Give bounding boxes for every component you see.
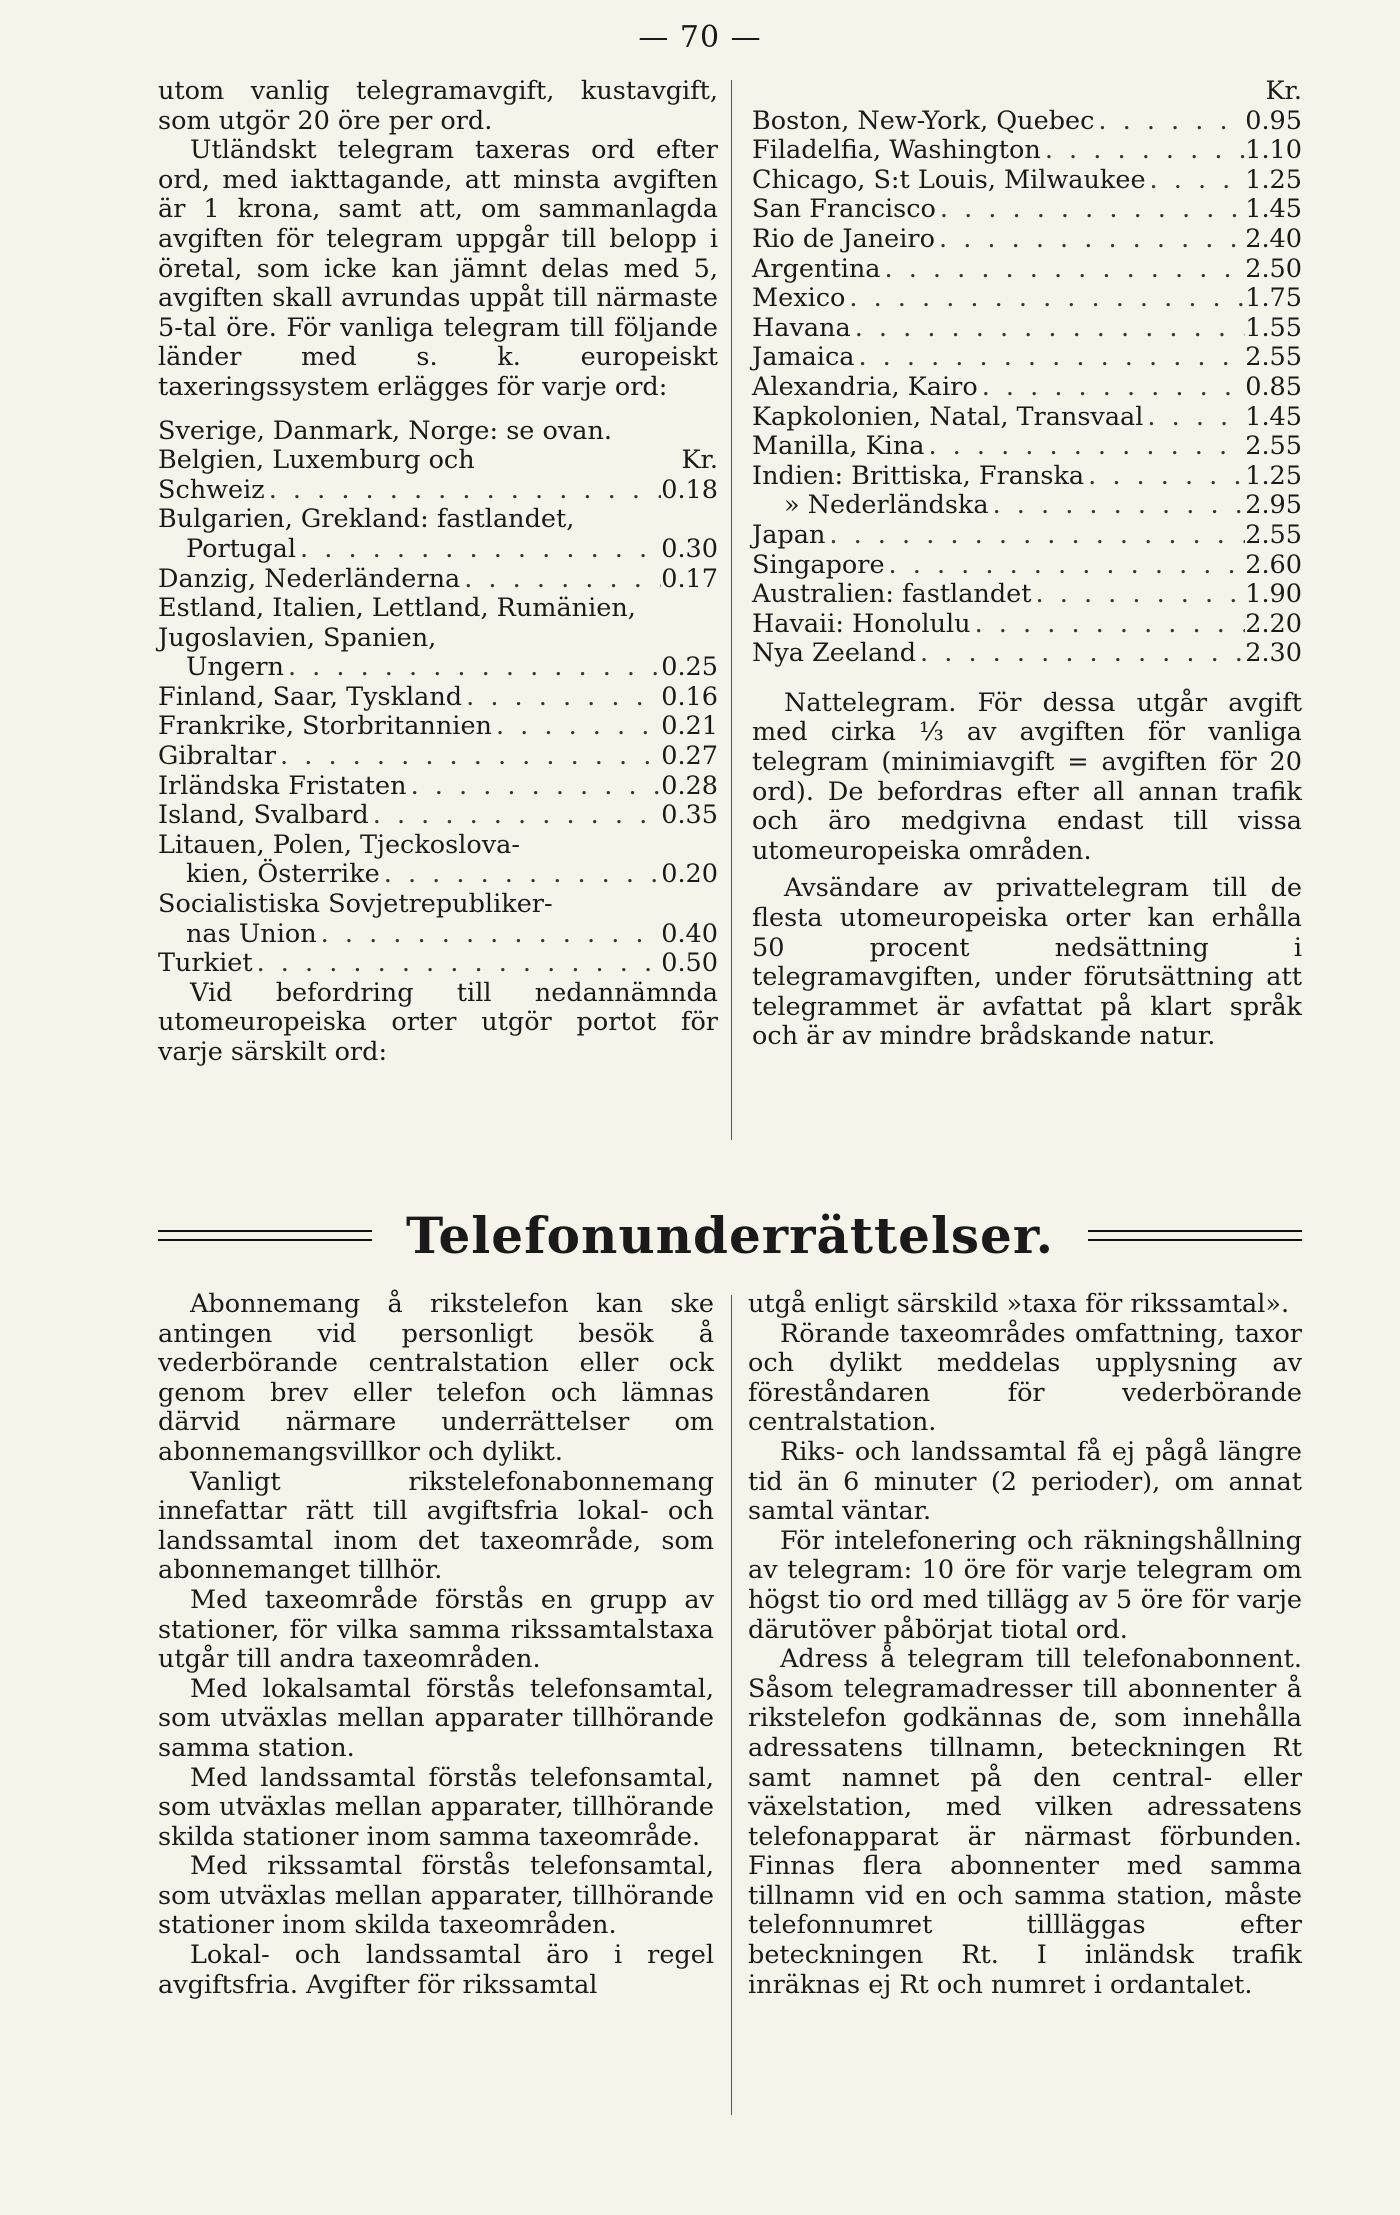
- rate-row: [752, 373, 1302, 403]
- leader-dots: [1084, 462, 1245, 492]
- rate-row: [752, 462, 1302, 492]
- europe-rate-list: [158, 476, 718, 979]
- leader-dots: [276, 742, 661, 772]
- rate-country: Argentina: [752, 253, 881, 284]
- leader-dots: [978, 373, 1246, 403]
- rate-row: [752, 136, 1302, 166]
- telefon-paragraph: För intelefonering och räkningshållning av telegram: 10 öre för varje telegram om högst tio ord med tillägg av 5 öre för varje därutöver påbörjat tiotal ord.: [748, 1525, 1302, 1645]
- rate-value: 0.85: [1245, 371, 1302, 402]
- rate-country: Havana: [752, 312, 851, 343]
- leader-dots: [885, 551, 1246, 581]
- rate-value: 2.60: [1245, 549, 1302, 580]
- rate-row: [752, 225, 1302, 255]
- rate-country: Jamaica: [752, 342, 855, 373]
- rate-country: Turkiet: [158, 948, 253, 979]
- rate-prefix-line: Estland, Italien, Lettland, Rumänien, Jugoslavien, Spanien,: [158, 593, 636, 653]
- rate-prefix-line: Bulgarien, Grekland: fastlandet,: [158, 504, 575, 535]
- rate-row: [158, 535, 718, 565]
- rate-value: 2.50: [1245, 253, 1302, 284]
- leader-dots: [460, 565, 661, 595]
- heading-rule-right: [1088, 1230, 1302, 1241]
- rate-value: 1.75: [1245, 283, 1302, 314]
- leader-dots: [989, 491, 1246, 521]
- section-heading: Telefonunderrättelser.: [406, 1205, 1054, 1265]
- rate-row: [752, 610, 1302, 640]
- rate-country: Kapkolonien, Natal, Transvaal: [752, 401, 1144, 432]
- telefon-paragraph: Med taxeområde förstås en grupp av stationer, för vilka samma rikssamtalstaxa utgår till andra taxeområden.: [158, 1584, 714, 1675]
- rate-country: Rio de Janeiro: [752, 223, 935, 254]
- overseas-rate-list: [752, 107, 1302, 669]
- kr-label: Kr.: [681, 445, 718, 476]
- leader-dots: [936, 195, 1245, 225]
- rate-value: 1.10: [1245, 135, 1302, 166]
- rate-country: » Nederländska: [784, 490, 989, 521]
- rate-prefix-line: Socialistiska Sovjetrepubliker-: [158, 889, 553, 920]
- leader-dots: [851, 314, 1246, 344]
- leader-dots: [492, 712, 661, 742]
- rate-row: [752, 580, 1302, 610]
- rate-row: [752, 521, 1302, 551]
- column-divider-top: [731, 80, 732, 1140]
- rate-row: [158, 653, 718, 683]
- rate-value: 1.45: [1245, 401, 1302, 432]
- rate-row: [752, 166, 1302, 196]
- rate-row: [752, 639, 1302, 669]
- rate-value: 2.55: [1245, 431, 1302, 462]
- rate-value: 0.17: [661, 563, 718, 594]
- intro-paragraph: utom vanlig telegramavgift, kustavgift, som utgör 20 öre per ord.: [158, 76, 718, 136]
- section-heading-band: [158, 1205, 1302, 1265]
- telefon-paragraph: Vanligt rikstelefonabonnemang innefattar rätt till avgiftsfria lokal- och landssamtal inom det taxeområde, som abonnemanget tillhör.: [158, 1466, 714, 1586]
- telefon-paragraph: Adress å telegram till telefonabonnent. Såsom telegramadresser till abonnenter å rikstelefon godkännas de, som innehålla adressatens tillnamn, beteckningen Rt samt namnet på den central- eller växelstation, med vilken adressatens telefonapparat är närmast förbunden. Finnas flera abonnenter med samma tillnamn vid en och samma station, måste telefonnumret tillläggas efter beteckningen Rt. I inländsk trafik inräknas ej Rt och numret i ordantalet.: [748, 1644, 1302, 2000]
- page-number: — 70 —: [638, 20, 762, 55]
- rate-country: Gibraltar: [158, 741, 277, 772]
- rate-country: Chicago, S:t Louis, Milwaukee: [752, 164, 1146, 195]
- telegram-rates-europe-column: [158, 77, 718, 1068]
- rate-value: 0.21: [661, 711, 718, 742]
- rate-row: [158, 683, 718, 713]
- rate-value: 2.20: [1245, 608, 1302, 639]
- telefon-paragraph: Riks- och landssamtal få ej pågå längre tid än 6 minuter (2 perioder), om annat samtal väntar.: [748, 1436, 1302, 1527]
- rate-row: [158, 476, 718, 506]
- rate-row: [158, 920, 718, 950]
- telefon-paragraph: Med rikssamtal förstås telefonsamtal, som utväxlas mellan apparater, tillhörande stationer inom skilda taxeområden.: [158, 1851, 714, 1941]
- leader-dots: [971, 610, 1246, 640]
- rate-value: 0.28: [661, 770, 718, 801]
- rate-prefix-line: Litauen, Polen, Tjeckoslova-: [158, 829, 520, 860]
- rate-value: 2.55: [1245, 519, 1302, 550]
- rate-row: [752, 403, 1302, 433]
- rate-value: 0.20: [661, 859, 718, 890]
- rate-country: kien, Österrike: [186, 859, 380, 890]
- rate-country: Australien: fastlandet: [752, 579, 1032, 610]
- rate-country: Island, Svalbard: [158, 800, 369, 831]
- telefon-column-left: [158, 1290, 714, 2000]
- rate-country: Singapore: [752, 549, 885, 580]
- rate-value: 0.27: [661, 741, 718, 772]
- rate-row: [752, 195, 1302, 225]
- rate-value: 2.30: [1245, 638, 1302, 669]
- telefon-paragraph: Rörande taxeområdes omfattning, taxor och dylikt meddelas upplysning av föreståndaren för vederbörande centralstation.: [748, 1318, 1302, 1438]
- rate-country: Manilla, Kina: [752, 431, 925, 462]
- rate-value: 2.40: [1245, 223, 1302, 254]
- rate-row: [752, 255, 1302, 285]
- rate-value: 0.30: [661, 533, 718, 564]
- rate-country: Alexandria, Kairo: [752, 371, 978, 402]
- rate-country: Irländska Fristaten: [158, 770, 407, 801]
- rate-value: 2.95: [1245, 490, 1302, 521]
- rate-row: [752, 314, 1302, 344]
- leader-dots: [935, 225, 1245, 255]
- rate-row: [158, 801, 718, 831]
- leader-dots: [369, 801, 661, 831]
- leader-dots: [1041, 136, 1245, 166]
- rate-row: [752, 343, 1302, 373]
- leader-dots: [825, 521, 1245, 551]
- rate-country: Indien: Brittiska, Franska: [752, 460, 1085, 491]
- rate-value: 0.25: [661, 652, 718, 683]
- leader-dots: [1146, 166, 1246, 196]
- rate-country: nas Union: [186, 918, 317, 949]
- rate-value: 0.40: [661, 918, 718, 949]
- rate-value: 1.90: [1245, 579, 1302, 610]
- rate-row: [158, 949, 718, 979]
- rate-country: Filadelfia, Washington: [752, 135, 1041, 166]
- leader-dots: [1032, 580, 1246, 610]
- foreign-telegram-paragraph: Utländskt telegram taxeras ord efter ord, med iakttagande, att minsta avgiften är 1 krona, samt att, om sammanlagda avgiften för telegram uppgår till belopp i öretal, som icke kan jämnt delas med 5, avgiften skall avrundas uppåt till närmaste 5-tal öre. För vanliga telegram till följande länder med s. k. europeiskt taxeringssystem erlägges för varje ord:: [158, 135, 718, 402]
- leader-dots: [253, 949, 662, 979]
- rate-value: 2.55: [1245, 342, 1302, 373]
- rate-value: 0.35: [661, 800, 718, 831]
- telefon-paragraph: Med landssamtal förstås telefonsamtal, som utväxlas mellan apparater, tillhörande skilda stationer inom samma taxeområde.: [158, 1762, 714, 1852]
- leader-dots: [407, 772, 662, 802]
- column-divider-bottom: [731, 1295, 732, 2115]
- belgien-label: Belgien, Luxemburg och: [158, 445, 475, 476]
- rate-row: [752, 107, 1302, 137]
- rate-value: 1.55: [1245, 312, 1302, 343]
- rate-row: [158, 772, 718, 802]
- kr-header: Kr.: [1265, 76, 1302, 106]
- rate-row: [158, 860, 718, 890]
- belgien-row: [158, 446, 718, 476]
- telefon-column-right: [748, 1290, 1302, 2000]
- leader-dots: [1094, 107, 1245, 137]
- rate-value: 0.16: [661, 681, 718, 712]
- rate-country: Portugal: [186, 533, 297, 564]
- heading-rule-left: [158, 1230, 372, 1241]
- telefon-paragraph: Lokal- och landssamtal äro i regel avgiftsfria. Avgifter för rikssamtal: [158, 1940, 714, 2000]
- rate-value: 1.45: [1245, 194, 1302, 225]
- rate-country: Frankrike, Storbritannien: [158, 711, 492, 742]
- rate-value: 0.18: [661, 474, 718, 505]
- rate-country: San Francisco: [752, 194, 936, 225]
- leader-dots: [854, 343, 1245, 373]
- leader-dots: [916, 639, 1245, 669]
- rate-country: Nya Zeeland: [752, 638, 917, 669]
- leader-dots: [924, 432, 1245, 462]
- leader-dots: [1143, 403, 1245, 433]
- leader-dots: [845, 284, 1245, 314]
- rate-value: 0.95: [1245, 105, 1302, 136]
- rate-row: [158, 742, 718, 772]
- sverige-line: Sverige, Danmark, Norge: se ovan.: [158, 415, 612, 446]
- leader-dots: [380, 860, 661, 890]
- telefon-paragraph: Med lokalsamtal förstås telefonsamtal, som utväxlas mellan apparater tillhörande samma station.: [158, 1673, 714, 1763]
- rate-row: [158, 565, 718, 595]
- rate-country: Havaii: Honolulu: [752, 608, 971, 639]
- telefon-paragraph: utgå enligt särskild »taxa för rikssamtal».: [748, 1289, 1290, 1319]
- rate-country: Ungern: [186, 652, 284, 683]
- telefon-paragraph: Abonnemang å rikstelefon kan ske antingen vid personligt besök å vederbörande centralstation eller ock genom brev eller telefon och lämnas därvid närmare underrättelser om abonnemangsvillkor och dylikt.: [158, 1289, 714, 1467]
- rate-country: Japan: [752, 519, 826, 550]
- rate-row: [752, 491, 1302, 521]
- nattelegram-paragraph: Nattelegram. För dessa utgår avgift med cirka ⅓ av avgiften för vanliga telegram (minimiavgift = avgiften för 20 ord). De befordras efter all annan trafik och äro medgivna endast till vissa utomeuropeiska områden.: [752, 687, 1302, 866]
- privattelegram-paragraph: Avsändare av privattelegram till de flesta utomeuropeiska orter kan erhålla 50 procent nedsättning i telegramavgiften, under förutsättning att telegrammet är avfattat på klart språk och är av mindre brådskande natur.: [752, 873, 1302, 1052]
- telegram-rates-overseas-column: [752, 77, 1302, 1052]
- leader-dots: [284, 653, 661, 683]
- leader-dots: [880, 255, 1245, 285]
- rate-value: 1.25: [1245, 164, 1302, 195]
- rate-country: Boston, New-York, Quebec: [752, 105, 1095, 136]
- rate-country: Schweiz: [158, 474, 265, 505]
- rate-country: Finland, Saar, Tyskland: [158, 681, 463, 712]
- outro-paragraph: Vid befordring till nedannämnda utomeuropeiska orter utgör portot för varje särskilt ord:: [158, 977, 718, 1067]
- leader-dots: [317, 920, 662, 950]
- rate-row: [752, 432, 1302, 462]
- rate-value: 1.25: [1245, 460, 1302, 491]
- rate-country: Mexico: [752, 283, 846, 314]
- rate-value: 0.50: [661, 948, 718, 979]
- leader-dots: [462, 683, 661, 713]
- rate-row: [752, 551, 1302, 581]
- leader-dots: [296, 535, 661, 565]
- rate-country: Danzig, Nederländerna: [158, 563, 461, 594]
- rate-row: [752, 284, 1302, 314]
- leader-dots: [265, 476, 662, 506]
- rate-row: [158, 712, 718, 742]
